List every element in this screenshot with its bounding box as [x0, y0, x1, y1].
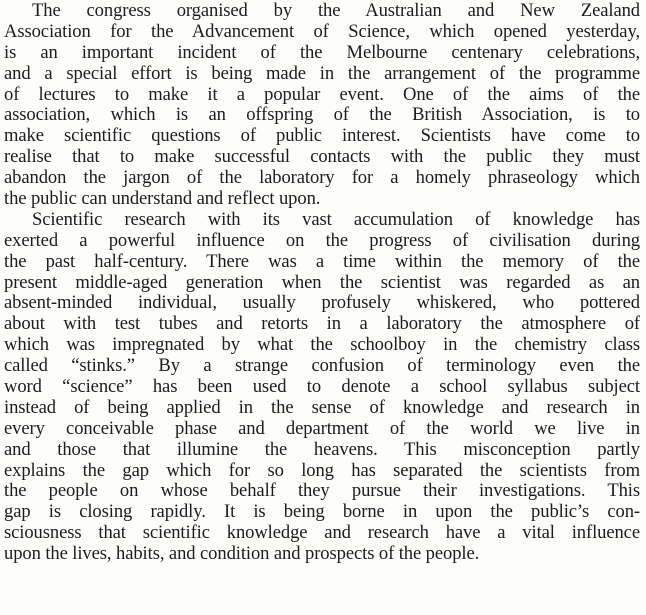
text-line: gap is closing rapidly. It is being borne in upon the public’s con- [4, 502, 640, 523]
text-line: the people on whose behalf they pursue their investigations. This [4, 481, 640, 502]
text-line: sciousness that scientific knowledge and research have a vital influence [4, 523, 640, 544]
paragraph-1 [4, 1, 640, 210]
text-line: Association for the Advancement of Science, which opened yesterday, [4, 21, 640, 42]
text-line: instead of being applied in the sense of knowledge and research in [4, 397, 640, 418]
text-line: every conceivable phase and department of the world we live in [4, 418, 640, 439]
text-line: Scientific research with its vast accumulation of knowledge has [32, 209, 640, 230]
paragraph-2 [4, 210, 640, 565]
text-line: word “science” has been used to denote a school syllabus subject [4, 377, 640, 398]
text-line: The congress organised by the Australian and New Zealand [32, 1, 640, 21]
text-line: upon the lives, habits, and condition and prospects of the people. [4, 544, 480, 565]
text-line: about with test tubes and retorts in a laboratory the atmosphere of [4, 314, 640, 335]
text-line: make scientific questions of public interest. Scientists have come to [4, 126, 640, 147]
text-line: called “stinks.” By a strange confusion of terminology even the [4, 356, 640, 377]
text-line: realise that to make successful contacts with the public they must [4, 147, 640, 168]
text-line: abandon the jargon of the laboratory for a homely phraseology which [4, 168, 640, 189]
text-line: the public can understand and reflect upon. [4, 189, 321, 210]
text-line: present middle-aged generation when the scientist was regarded as an [4, 272, 640, 293]
text-line: and a special effort is being made in the arrangement of the programme [4, 63, 640, 84]
text-line: explains the gap which for so long has separated the scientists from [4, 460, 640, 481]
text-line: exerted a powerful influence on the progress of civilisation during [4, 230, 640, 251]
text-line: of lectures to make it a popular event. One of the aims of the [4, 84, 640, 105]
text-line: is an important incident of the Melbourne centenary celebrations, [4, 42, 640, 63]
text-line: and those that illumine the heavens. This misconception partly [4, 439, 640, 460]
text-line: association, which is an offspring of the British Association, is to [4, 105, 640, 126]
text-line: the past half-century. There was a time within the memory of the [4, 251, 640, 272]
text-line: which was impregnated by what the schoolboy in the chemistry class [4, 335, 640, 356]
text-line: absent-minded individual, usually profusely whiskered, who pottered [4, 293, 640, 314]
